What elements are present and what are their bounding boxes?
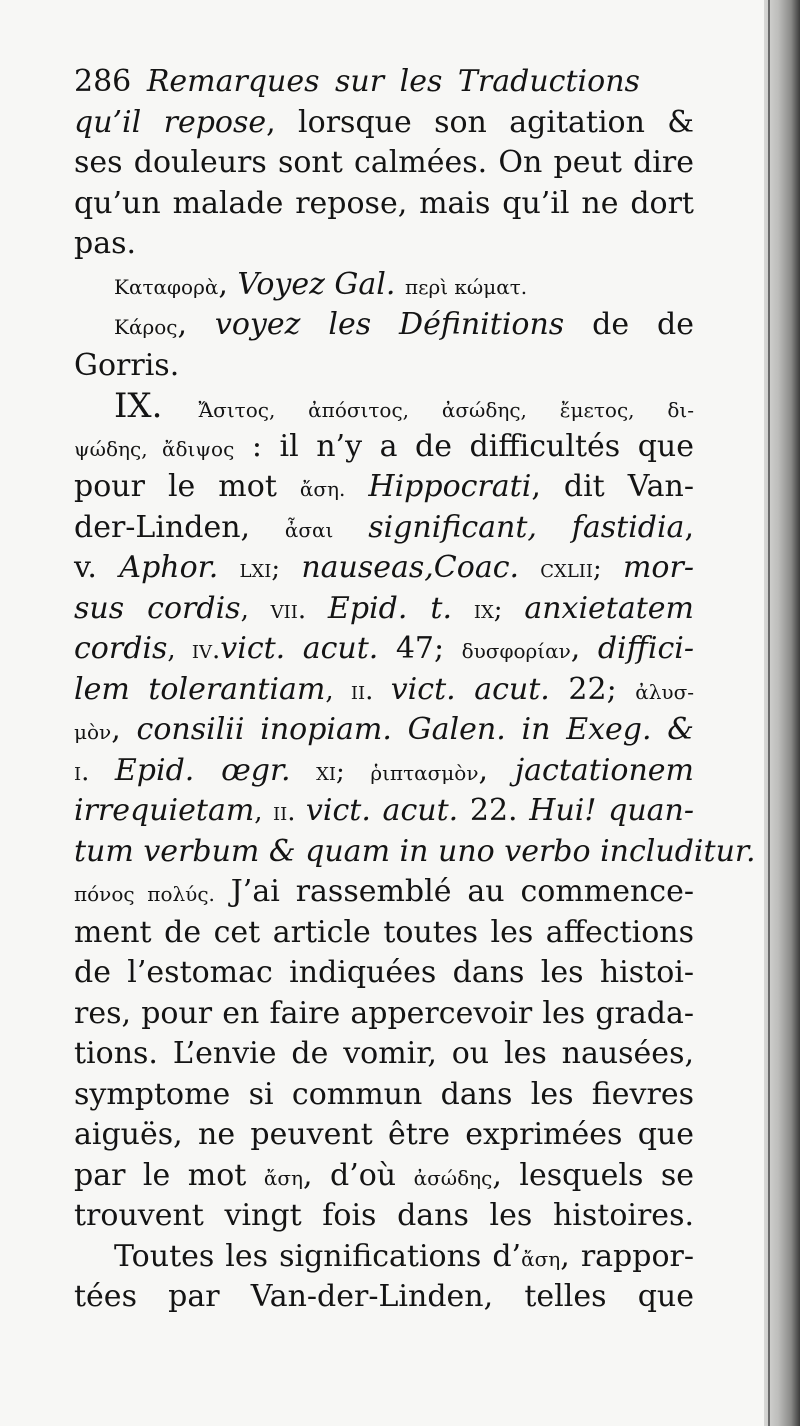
text-line: ment de cet article toutes les affections xyxy=(74,914,694,950)
text-line: irrequietam, ii. vict. acut. 22. Hui! quan- xyxy=(74,793,695,828)
page-text xyxy=(74,62,756,1318)
text-line: qu’un malade repose, mais qu’il ne dort xyxy=(74,185,694,221)
text-line: IX. Ἄσιτος, ἀπόσιτος, ἀσώδης, ἔμετος, δι- xyxy=(114,386,694,426)
text-line: pour le mot ἄση. Hippocrati, dit Van- xyxy=(74,469,694,504)
text-line: Κάρος, voyez les Définitions de de xyxy=(114,307,694,342)
text-line: tions. L’envie de vomir, ou les nausées, xyxy=(74,1036,694,1071)
text-line: tées par Van-der-Linden, telles que xyxy=(74,1279,694,1314)
page-edge-line xyxy=(768,0,770,1426)
text-line: aiguës, ne peuvent être exprimées que xyxy=(74,1117,694,1152)
text-line: res, pour en faire appercevoir les grada- xyxy=(74,995,694,1031)
text-line: Gorris. xyxy=(74,347,180,383)
text-line: cordis, iv.vict. acut. 47; δυσφορίαν, diffici- xyxy=(74,631,695,666)
text-line: πόνος πολύς. J’ai rassemblé au commence- xyxy=(74,874,694,909)
text-line: qu’il repose, lorsque son agitation & xyxy=(74,104,694,140)
running-title: Remarques sur les Traductions xyxy=(146,64,640,99)
text-line: de l’estomac indiquées dans les histoi- xyxy=(74,955,694,990)
text-line: par le mot ἄση, d’où ἀσώδης, lesquels se xyxy=(74,1157,695,1193)
page-number: 286 xyxy=(74,64,132,99)
text-line: lem tolerantiam, ii. vict. acut. 22; ἀλυσ- xyxy=(74,671,694,707)
running-header xyxy=(74,62,694,103)
text-line: Καταφορὰ, Voyez Gal. περὶ κώματ. xyxy=(114,266,528,302)
text-line: ses douleurs sont calmées. On peut dire xyxy=(74,145,694,180)
text-line: sus cordis, vii. Epid. t. ix; anxietatem xyxy=(74,590,694,626)
text-line: μὸν, consilii inopiam. Galen. in Exeg. & xyxy=(74,712,694,747)
text-line: symptome si commun dans les fievres xyxy=(74,1076,694,1112)
text-line: ψώδης, ἄδιψος : il n’y a de difficultés que xyxy=(74,428,694,464)
text-line: pas. xyxy=(74,226,137,261)
text-line: v. Aphor. lxi; nauseas,Coac. cxlii; mor- xyxy=(74,550,694,585)
text-line: tum verbum & quam in uno verbo includitur. xyxy=(74,833,756,869)
text-line: der-Linden, ἆσαι significant, fastidia, xyxy=(74,509,694,545)
text-line: Toutes les significations d’ἄση, rappor- xyxy=(114,1238,694,1274)
text-line: trouvent vingt fois dans les histoires. xyxy=(74,1198,694,1233)
text-line: i. Epid. œgr. xi; ῥιπτασμὸν, jactationem xyxy=(74,752,695,788)
